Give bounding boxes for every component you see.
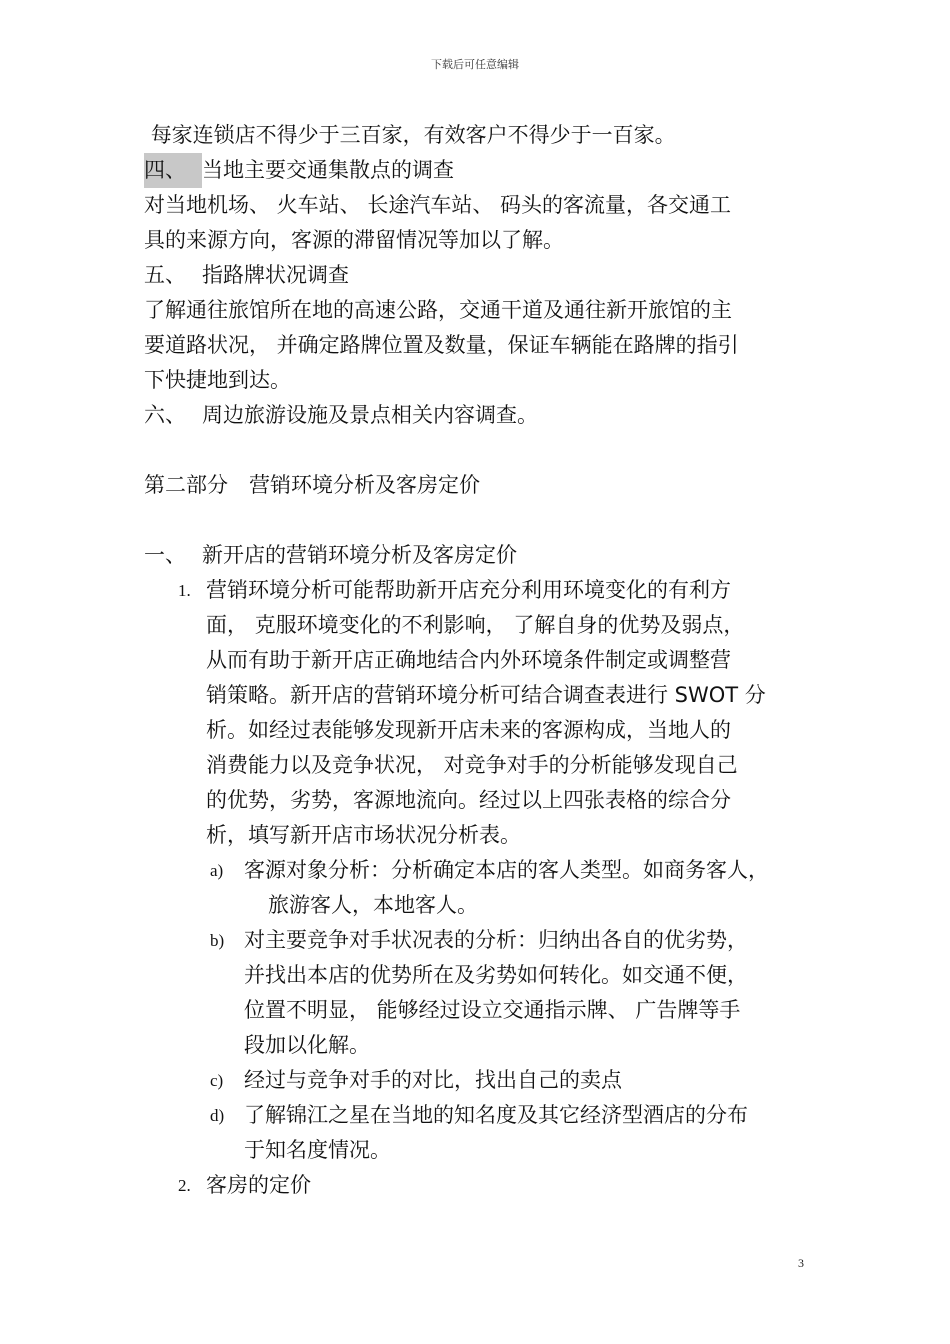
sub-item-d-line: 了解锦江之星在当地的知名度及其它经济型酒店的分布: [244, 1103, 748, 1127]
sub-item-c-line: 经过与竞争对手的对比，找出自己的卖点: [244, 1068, 622, 1092]
page-number: 3: [798, 1256, 804, 1270]
sub-item-b-marker: b): [210, 931, 225, 950]
sub-item-a-line: 客源对象分析：分析确定本店的客人类型。如商务客人，: [244, 858, 769, 882]
sub-item-b-line: 位置不明显， 能够经过设立交通指示牌、 广告牌等手: [244, 998, 741, 1022]
item-1-number: 一、: [144, 543, 186, 567]
list-item-1-line: 销策略。新开店的营销环境分析可结合调查表进行 SWOT 分: [206, 683, 766, 707]
section-4-line-1: 对当地机场、 火车站、 长途汽车站、 码头的客流量，各交通工: [144, 193, 732, 217]
section-5-line-2: 要道路状况， 并确定路牌位置及数量，保证车辆能在路牌的指引: [144, 333, 739, 357]
sub-item-c: [144, 1063, 824, 1098]
list-item-1-line: 消费能力以及竞争状况， 对竞争对手的分析能够发现自己: [206, 753, 738, 777]
sub-item-b-line: 并找出本店的优势所在及劣势如何转化。如交通不便，: [244, 963, 748, 987]
section-5-line-1: 了解通往旅馆所在地的高速公路，交通干道及通往新开旅馆的主: [144, 298, 732, 322]
page-header: 下载后可任意编辑: [431, 58, 519, 71]
item-1-heading: [144, 538, 824, 573]
section-5-line-3: 下快捷地到达。: [144, 368, 291, 392]
section-6-heading: [144, 398, 824, 433]
list-item-1-line: 面， 克服环境变化的不利影响， 了解自身的优势及弱点，: [206, 613, 745, 637]
part-2-title: 第二部分 营销环境分析及客房定价: [144, 473, 480, 497]
section-4-heading: [144, 153, 824, 188]
sub-item-b-line: 段加以化解。: [244, 1033, 370, 1057]
section-6-title: 周边旅游设施及景点相关内容调查。: [202, 403, 538, 427]
section-4-number: 四、: [144, 153, 202, 188]
list-item-1-line: 析，填写新开店市场状况分析表。: [206, 823, 521, 847]
list-item-2-marker: 2.: [178, 1176, 191, 1195]
list-item-1-line: 营销环境分析可能帮助新开店充分利用环境变化的有利方: [206, 578, 731, 602]
list-item-1-marker: 1.: [178, 581, 191, 600]
sub-item-b: [144, 923, 824, 1063]
sub-item-d-marker: d): [210, 1106, 225, 1125]
list-item-1-line: 析。如经过表能够发现新开店未来的客源构成，当地人的: [206, 718, 731, 742]
section-4-title: 当地主要交通集散点的调查: [202, 158, 454, 182]
list-item-1: [144, 573, 824, 853]
section-5-number: 五、: [144, 263, 186, 287]
sub-item-a-line: 旅游客人，本地客人。: [268, 893, 478, 917]
sub-item-a: [144, 853, 824, 923]
sub-item-d-line: 于知名度情况。: [244, 1138, 391, 1162]
sub-item-a-marker: a): [210, 861, 224, 880]
section-6-number: 六、: [144, 403, 186, 427]
section-5-title: 指路牌状况调查: [202, 263, 349, 287]
section-4-line-2: 具的来源方向，客源的滞留情况等加以了解。: [144, 228, 564, 252]
intro-line: [144, 118, 824, 153]
intro-text: 每家连锁店不得少于三百家，有效客户不得少于一百家。: [150, 123, 676, 147]
list-item-2: [144, 1168, 824, 1203]
section-5-heading: [144, 258, 824, 293]
item-1-title: 新开店的营销环境分析及客房定价: [202, 543, 517, 567]
list-item-2-text: 客房的定价: [206, 1173, 311, 1197]
sub-item-c-marker: c): [210, 1071, 224, 1090]
list-item-1-line: 的优势，劣势，客源地流向。经过以上四张表格的综合分: [206, 788, 731, 812]
sub-item-b-line: 对主要竞争对手状况表的分析：归纳出各自的优劣势，: [244, 928, 748, 952]
sub-item-d: [144, 1098, 824, 1168]
document-body: [144, 118, 824, 1203]
list-item-1-line: 从而有助于新开店正确地结合内外环境条件制定或调整营: [206, 648, 731, 672]
